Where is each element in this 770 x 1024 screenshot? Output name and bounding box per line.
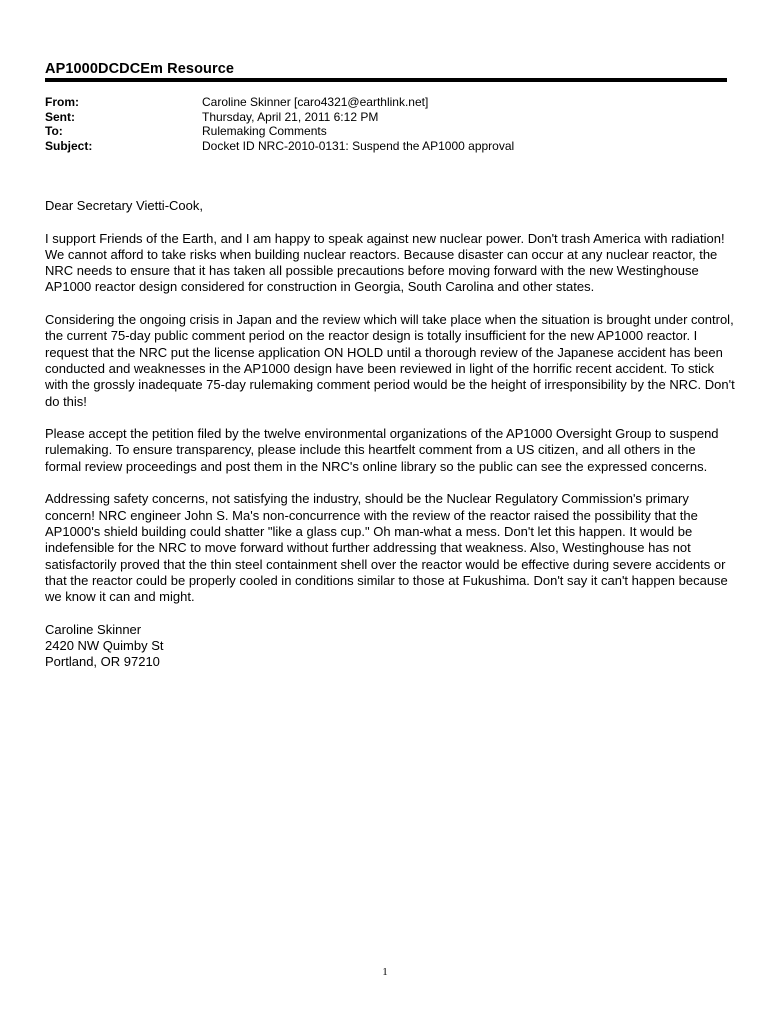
subject-value: Docket ID NRC-2010-0131: Suspend the AP1000 approval xyxy=(202,138,515,153)
salutation: Dear Secretary Vietti-Cook, xyxy=(45,198,203,213)
header-row-from xyxy=(45,95,514,110)
page-number: 1 xyxy=(382,966,388,978)
sent-label: Sent: xyxy=(45,109,75,124)
signature-street: 2420 NW Quimby St xyxy=(45,638,164,654)
from-value: Caroline Skinner [caro4321@earthlink.net] xyxy=(202,95,429,109)
sent-value: Thursday, April 21, 2011 6:12 PM xyxy=(202,109,379,124)
paragraph-2: Considering the ongoing crisis in Japan and the review which will take place when the situation is brought under control, the current 75-day public comment period on the reactor design is totally insufficient for the new AP1000 reactor. I request that the NRC put the license application ON HOLD until a thorough review of the Japanese accident has been conducted and weaknesses in the AP1000 design have been reviewed in light of the horrific recent accident. To stick with the grossly inadequate 75-day rulemaking comment period would be the height of irresponsibility by the NRC. Don't do this! xyxy=(45,312,735,409)
to-value: Rulemaking Comments xyxy=(202,124,327,138)
paragraph-4: Addressing safety concerns, not satisfying the industry, should be the Nuclear Regulatory Commission's primary concern! NRC engineer John S. Ma's non-concurrence with the review of the reactor raised the possibility that the AP1000's shield building could shatter "like a glass cup." Oh man-what a mess. Don't let this happen. It would be indefensible for the NRC to move forward without further addressing that weakness. Also, Westinghouse has not satisfactorily proved that the thin steel containment shell over the reactor would be effective during severe accidents or that the reactor could be properly cooled in conditions similar to those at Fukushima. Don't say it can't happen because we know it can and might. xyxy=(45,491,728,605)
signature-name: Caroline Skinner xyxy=(45,621,142,637)
paragraph-1: I support Friends of the Earth, and I am happy to speak against new nuclear power. Don't trash America with radiation! We cannot afford to take risks when building nuclear reactors. Because disaster can occur at any nuclear reactor, the NRC needs to ensure that it has taken all possible precautions before moving forward with the new Westinghouse AP1000 reactor design considered for construction in Georgia, South Carolina and other states. xyxy=(45,230,725,295)
signature-city: Portland, OR 97210 xyxy=(45,654,160,670)
page-title: AP1000DCDCEm Resource xyxy=(45,61,235,77)
email-header xyxy=(45,95,514,153)
signature-block xyxy=(45,622,735,671)
from-label: From: xyxy=(45,95,79,109)
header-row-to xyxy=(45,124,514,139)
header-row-sent xyxy=(45,110,514,125)
title-divider xyxy=(45,78,727,82)
to-label: To: xyxy=(45,124,63,138)
paragraph-3: Please accept the petition filed by the twelve environmental organizations of the AP1000 Oversight Group to suspend rulemaking. To ensure transparency, please include this heartfelt comment from a US citizen, and all others in the formal review proceedings and post them in the NRC's online library so the public can see the expressed concerns. xyxy=(45,426,719,474)
header-row-subject xyxy=(45,139,514,154)
letter-body xyxy=(45,198,735,671)
subject-label: Subject: xyxy=(45,138,93,153)
